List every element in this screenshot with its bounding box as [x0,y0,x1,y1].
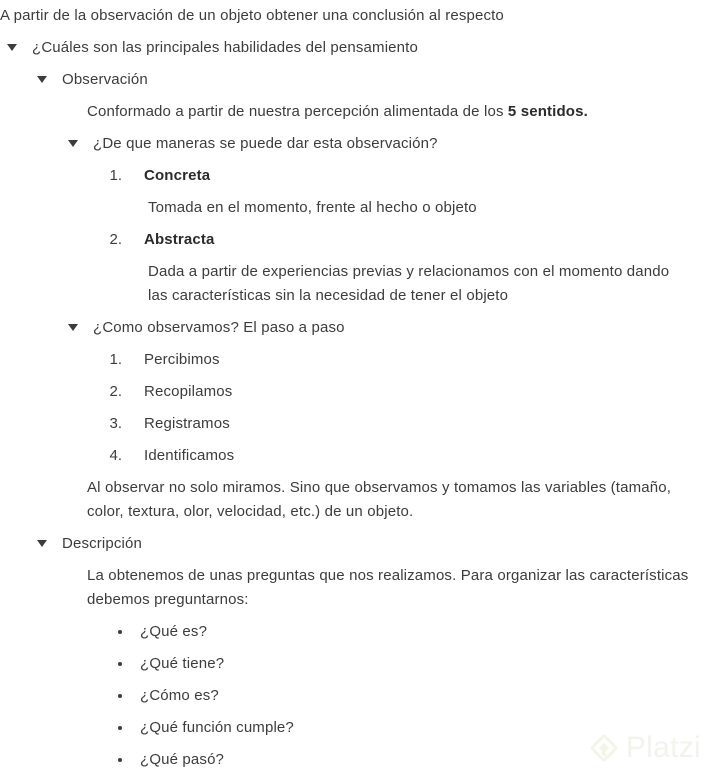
collapse-triangle-icon[interactable] [68,140,78,147]
outline-text: Descripción [62,535,143,552]
outline-text: Dada a partir de experiencias previas y relacionamos con el momento dando las características sin la necesidad de tener el objeto [148,263,670,304]
list-bullet-icon [118,726,122,730]
outline-block-pregunta-que-paso [0,744,711,776]
outline-block-observacion [0,64,711,96]
list-bullet-icon [118,758,122,762]
outline-block-concreta-def [0,192,711,224]
collapse-triangle-icon[interactable] [37,76,47,83]
list-number-marker: 1. [109,351,122,368]
outline-text: ¿Cómo es? [140,687,219,704]
outline-block-abstracta-def [0,256,711,312]
outline-block-pregunta-que-tiene [0,648,711,680]
outline-text: ¿Qué pasó? [140,751,225,768]
outline-block-observacion-def [0,96,711,128]
outline-text: ¿Qué tiene? [140,655,225,672]
outline-text: Tomada en el momento, frente al hecho o objeto [148,199,477,216]
outline-block-q-como [0,312,711,344]
outline-block-descripcion [0,528,711,560]
outline-block-observar-nota [0,472,711,528]
outline-text [87,100,711,124]
outline-block-pregunta-que-es [0,616,711,648]
list-number-marker: 1. [109,167,122,184]
outline-text: Concreta [144,167,211,184]
outline-text: A partir de la observación de un objeto obtener una conclusión al respecto [0,7,504,24]
list-number-marker: 3. [109,415,122,432]
outline-block-paso-2 [0,376,711,408]
outline-text: Identificamos [144,447,235,464]
platzi-wordmark: Platzi [625,731,701,764]
outline-text-emphasis: 5 sentidos. [507,103,588,120]
outline-block-concreta [0,160,711,192]
outline-text: ¿Qué es? [140,623,208,640]
list-number-marker: 2. [109,231,122,248]
outline-text: La obtenemos de unas preguntas que nos realizamos. Para organizar las características debemos preguntarnos: [87,567,689,608]
outline-text: Recopilamos [144,383,233,400]
outline-block-descripcion-def [0,560,711,616]
list-bullet-icon [118,630,122,634]
list-bullet-icon [118,694,122,698]
outline-text: ¿De que maneras se puede dar esta observación? [93,135,438,152]
list-number-marker: 2. [109,383,122,400]
outline-text: Percibimos [144,351,220,368]
collapse-triangle-icon[interactable] [7,44,17,51]
list-number-marker: 4. [109,447,122,464]
collapse-triangle-icon[interactable] [37,540,47,547]
outline-text: Abstracta [144,231,215,248]
list-bullet-icon [118,662,122,666]
outline-block-paso-4 [0,440,711,472]
outline-block-pregunta-como-es [0,680,711,712]
outline-block-abstracta [0,224,711,256]
outline-block-pregunta-que-funcion [0,712,711,744]
outline-text-plain: Conformado a partir de nuestra percepción alimentada de los [87,103,508,120]
outline-text: Al observar no solo miramos. Sino que observamos y tomamos las variables (tamaño, color, textura, olor, velocidad, etc.) de un objeto. [87,479,672,520]
collapse-triangle-icon[interactable] [68,324,78,331]
outline-block-q-habilidades [0,32,711,64]
outline-text: Registramos [144,415,230,432]
outline-block-paso-1 [0,344,711,376]
outline-text: Observación [62,71,148,88]
outline-block-root-statement [0,0,711,32]
outline-text: ¿Cuáles son las principales habilidades del pensamiento [32,39,418,56]
outline-block-paso-3 [0,408,711,440]
outline-text: ¿Como observamos? El paso a paso [93,319,345,336]
outline-text: ¿Qué función cumple? [140,719,294,736]
outline-block-q-maneras [0,128,711,160]
